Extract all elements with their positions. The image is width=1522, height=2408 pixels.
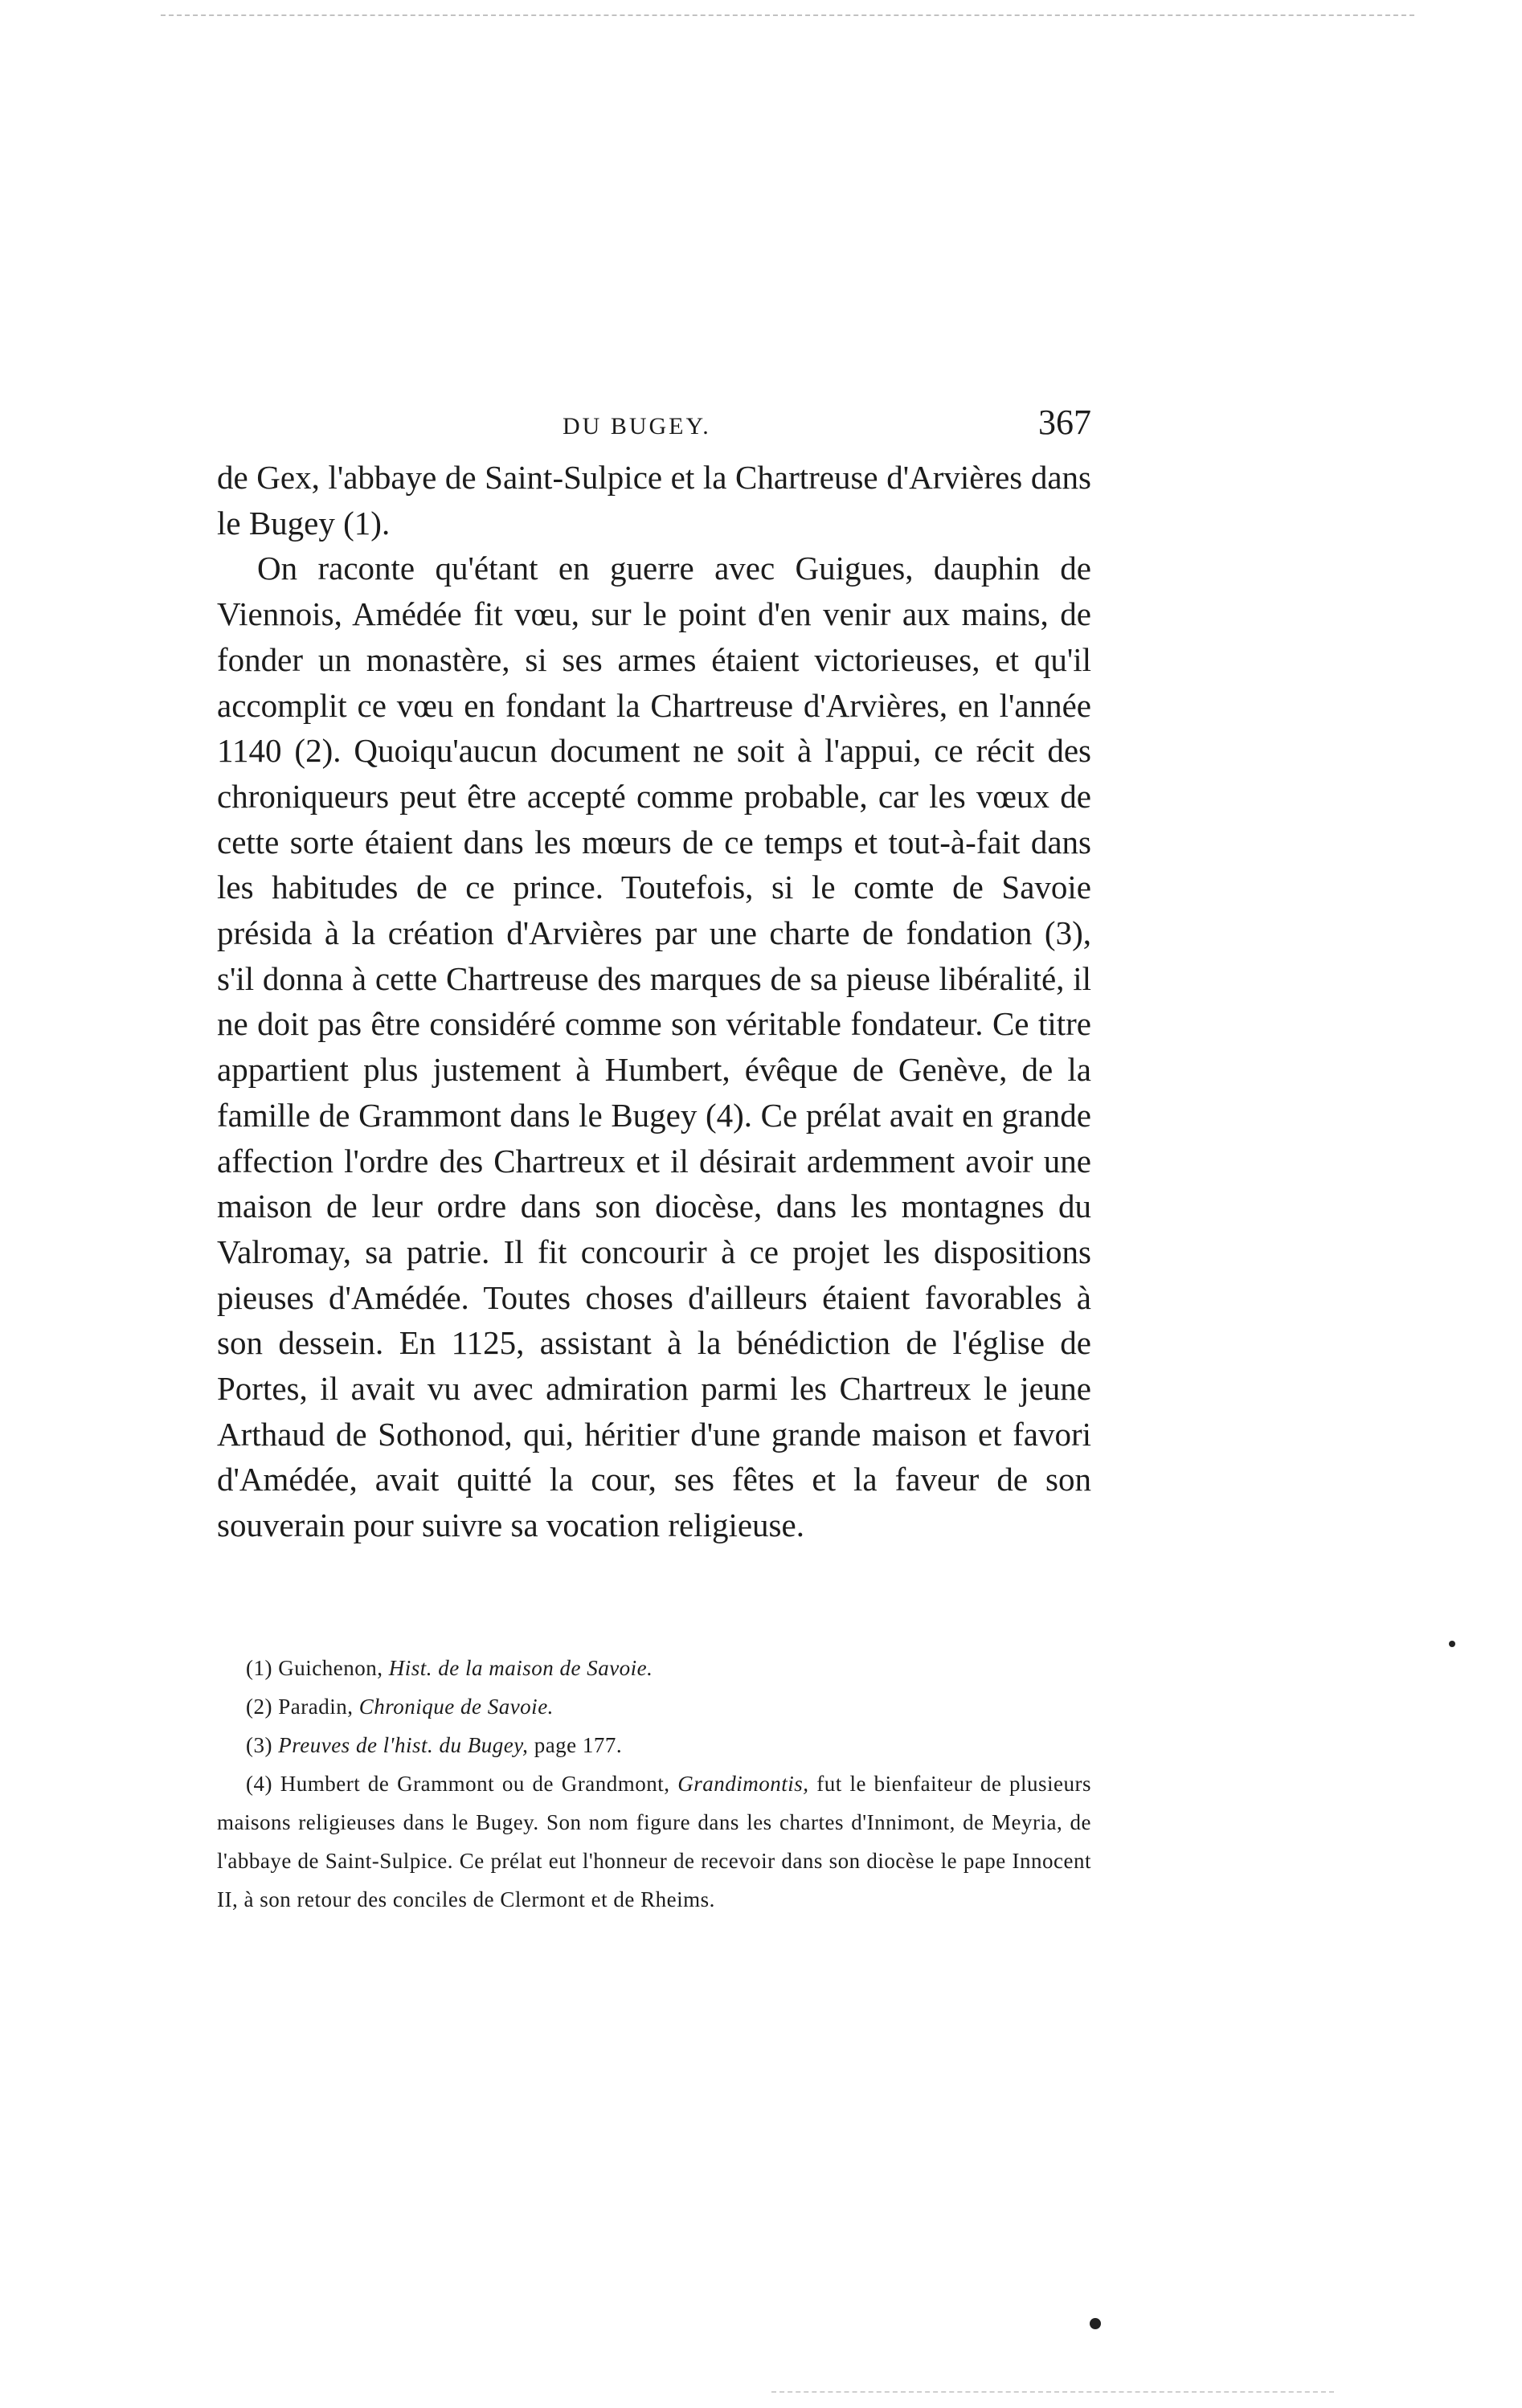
footnote-title: Hist. de la maison de Savoie.: [388, 1656, 653, 1680]
footnote-text: Paradin,: [278, 1695, 354, 1719]
footnote-title: Preuves de l'hist. du Bugey,: [278, 1733, 529, 1757]
scan-edge-top: [161, 14, 1414, 16]
paragraph: de Gex, l'abbaye de Saint-Sulpice et la Chartreuse d'Arvières dans le Bugey (1).: [217, 459, 1091, 542]
footnote-title: Chronique de Savoie.: [358, 1695, 554, 1719]
running-head: DU BUGEY.: [563, 413, 711, 439]
paragraph: On raconte qu'étant en guerre avec Guigues, dauphin de Viennois, Amédée fit vœu, sur le point d'en venir aux mains, de fonder un monastère, si ses armes étaient victorieuses, et qu'il accomplit ce vœu en fondant la Chartreuse d'Arvières, en l'année 1140 (2). Quoiqu'aucun document ne soit à l'appui, ce récit des chroniqueurs peut être accepté comme probable, car les vœux de cette sorte étaient dans les mœurs de ce temps et tout-à-fait dans les habitudes de ce prince. Toutefois, si le comte de Savoie présida à la création d'Arvières par une charte de fondation (3), s'il donna à cette Chartreuse des marques de sa pieuse libéralité, il ne doit pas être considéré comme son véritable fondateur. Ce titre appartient plus justement à Humbert, évêque de Genève, de la famille de Grammont dans le Bugey (4). Ce prélat avait en grande affection l'ordre des Chartreux et il désirait ardemment avoir une maison de leur ordre dans son diocèse, dans les montagnes du Valromay, sa patrie. Il fit concourir à ce projet les dispositions pieuses d'Amédée. Toutes choses d'ailleurs étaient favorables à son dessein. En 1125, assistant à la bénédiction de l'église de Portes, il avait vu avec admiration parmi les Chartreux le jeune Arthaud de Sothonod, qui, héritier d'une grande maison et favori d'Amédée, avait quitté la cour, ses fêtes et la faveur de son souverain pour suivre sa vocation religieuse.: [217, 550, 1091, 1544]
footnote-2: [217, 1687, 1091, 1726]
footnote-mark: (2): [246, 1695, 272, 1719]
footnote-4: [217, 1764, 1091, 1919]
footnote-text: Guichenon,: [278, 1656, 383, 1680]
footnote-mark: (4): [246, 1772, 272, 1796]
footnote-text: Humbert de Grammont ou de Grandmont,: [280, 1772, 670, 1796]
page-number: 367: [1038, 403, 1091, 442]
footnote-3: [217, 1726, 1091, 1764]
footnote-1: [217, 1649, 1091, 1687]
page-header: [217, 402, 1091, 450]
ink-speck: [1449, 1641, 1455, 1647]
footnote-mark: (3): [246, 1733, 272, 1757]
main-text: [217, 455, 1091, 1548]
footnote-text: page 177.: [534, 1733, 623, 1757]
footnote-text: fut le bienfaiteur de plusieurs maisons religieuses dans le Bugey. Son nom figure dans les chartes d'Innimont, de Meyria, de l'abbaye de Saint-Sulpice. Ce prélat eut l'honneur de recevoir dans son diocèse le pape Innocent II, à son retour des conciles de Clermont et de Rheims.: [217, 1772, 1092, 1911]
footnote-title: Grandimontis,: [677, 1772, 809, 1796]
footnote-mark: (1): [246, 1656, 272, 1680]
ink-speck: [1090, 2318, 1101, 2329]
scan-edge-bottom: [771, 2391, 1334, 2393]
footnotes: [217, 1649, 1091, 1919]
